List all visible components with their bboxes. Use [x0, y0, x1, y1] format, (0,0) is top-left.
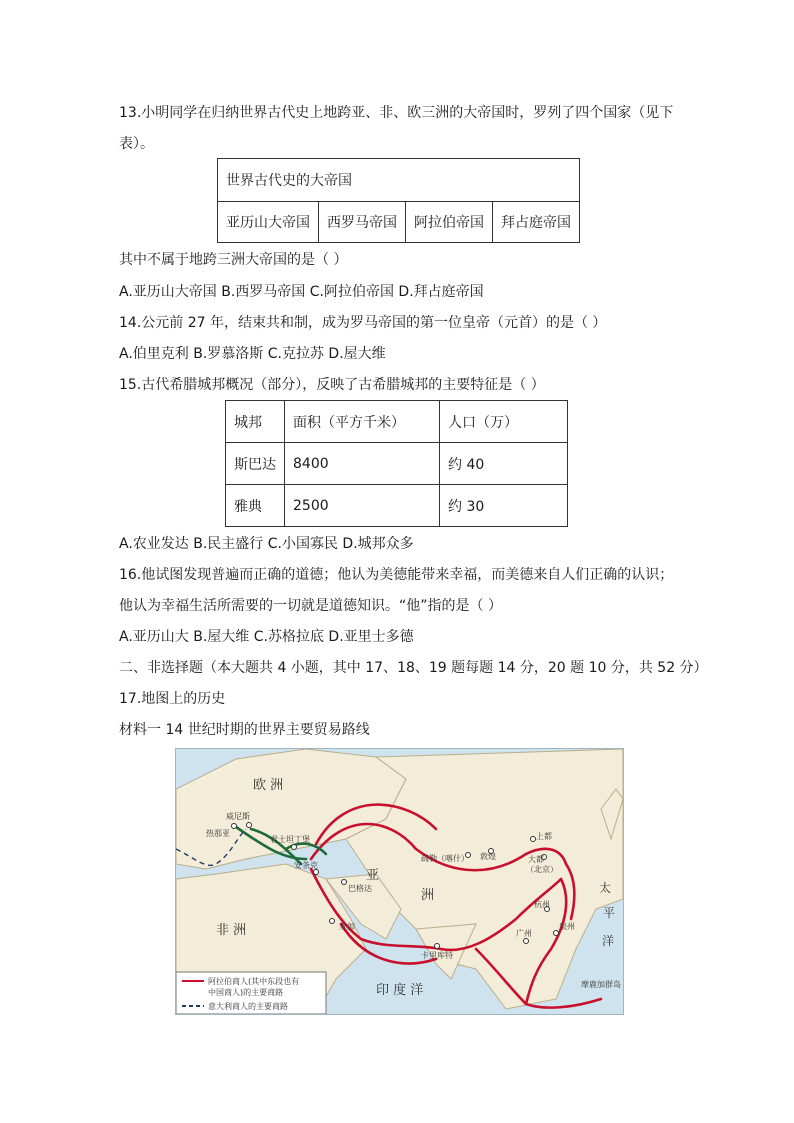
q13-table-cell: 亚历山大帝国 [218, 202, 319, 243]
q17-material-1: 材料一 14 世纪时期的世界主要贸易路线 [119, 722, 370, 738]
q17-title: 17.地图上的历史 [119, 691, 226, 707]
q15-cell: 2500 [285, 485, 440, 527]
legend-italian: 意大利商人的主要商路 [208, 1002, 288, 1011]
q13-question: 其中不属于地跨三洲大帝国的是（ ） [119, 252, 348, 268]
map-label-africa: 非 洲 [216, 923, 247, 938]
map-label-asia-2: 洲 [421, 888, 435, 903]
city-marker [330, 919, 335, 924]
q15-cell: 斯巴达 [226, 443, 285, 485]
map-label-asia: 亚 [366, 868, 380, 883]
city-marker [524, 939, 529, 944]
q14-stem: 14.公元前 27 年，结束共和制，成为罗马帝国的第一位皇帝（元首）的是（ ） [119, 315, 607, 331]
q14-options: A.伯里克利 B.罗慕洛斯 C.克拉苏 D.屋大维 [119, 346, 386, 362]
q13-stem-line1: 13.小明同学在归纳世界古代史上地跨亚、非、欧三洲的大帝国时，罗列了四个国家（见下 [119, 105, 674, 121]
q15-cell: 约 30 [440, 485, 568, 527]
city-label-shangdu: 上都 [536, 832, 552, 841]
city-label-beijing: （北京） [526, 865, 558, 874]
city-label-venice: 威尼斯 [226, 812, 250, 821]
city-marker [342, 880, 347, 885]
city-label-antioch: 安条克 [294, 861, 318, 870]
city-marker [435, 944, 440, 949]
city-label-guangzhou: 广州 [516, 929, 532, 938]
q13-table-cell: 西罗马帝国 [319, 202, 406, 243]
map-label-pacific-3: 洋 [602, 934, 615, 948]
q13-stem-line2: 表）。 [119, 136, 154, 152]
q15-cell: 约 40 [440, 443, 568, 485]
city-label-mecca: 麦加 [339, 922, 355, 931]
q13-table [217, 158, 580, 243]
city-label-moluccas: 摩鹿加群岛 [581, 980, 621, 989]
map-label-europe: 欧 洲 [253, 778, 284, 793]
city-label-constantinople: 君士坦丁堡 [270, 835, 310, 844]
city-marker [292, 845, 297, 850]
city-marker [554, 931, 559, 936]
city-marker [531, 837, 536, 842]
q15-header-population: 人口（万） [440, 401, 568, 443]
trade-route-map [175, 748, 624, 1015]
q16-stem-line1: 16.他试图发现普遍而正确的道德；他认为美德能带来幸福，而美德来自人们正确的认识； [119, 567, 674, 583]
city-label-dunhuang: 敦煌 [480, 852, 496, 861]
city-label-baghdad: 巴格达 [348, 884, 372, 893]
section-2-heading: 二、非选择题（本大题共 4 小题，其中 17、18、19 题每题 14 分，20 题 10 分，共 52 分） [119, 660, 708, 676]
map-label-pacific-2: 平 [603, 906, 616, 920]
city-label-genoa: 热那亚 [206, 829, 230, 838]
q15-table [225, 400, 568, 527]
city-label-quanzhou: 泉州 [559, 922, 575, 931]
q13-table-cell: 阿拉伯帝国 [406, 202, 493, 243]
q15-cell: 雅典 [226, 485, 285, 527]
q16-stem-line2: 他认为幸福生活所需要的一切就是道德知识。“他”指的是（ ） [119, 598, 502, 614]
q15-stem: 15.古代希腊城邦概况（部分），反映了古希腊城邦的主要特征是（ ） [119, 377, 545, 393]
map-label-pacific-1: 太 [599, 881, 612, 895]
city-label-hangzhou: 杭州 [534, 900, 550, 909]
q13-table-cell: 拜占庭帝国 [493, 202, 580, 243]
q15-header-city: 城邦 [226, 401, 285, 443]
q15-options: A.农业发达 B.民主盛行 C.小国寡民 D.城邦众多 [119, 536, 414, 552]
q15-header-area: 面积（平方千米） [285, 401, 440, 443]
city-label-kashgar: 疏勒（喀什） [421, 854, 469, 863]
q13-table-header: 世界古代史的大帝国 [218, 159, 580, 202]
city-label-calicut: 卡里库特 [421, 951, 453, 960]
city-marker [232, 824, 237, 829]
city-label-dadu: 大都 [528, 855, 544, 864]
legend-arab-line-1: 阿拉伯商人(其中东段也有 [208, 977, 300, 986]
q15-cell: 8400 [285, 443, 440, 485]
q16-options: A.亚历山大 B.屋大维 C.苏格拉底 D.亚里士多德 [119, 629, 414, 645]
city-marker [314, 870, 319, 875]
map-label-indian-ocean: 印 度 洋 [376, 983, 424, 998]
city-marker [247, 823, 252, 828]
map-legend [176, 972, 326, 1014]
legend-arab-line-2: 中国商人)的主要商路 [208, 988, 284, 997]
q13-options: A.亚历山大帝国 B.西罗马帝国 C.阿拉伯帝国 D.拜占庭帝国 [119, 284, 484, 300]
